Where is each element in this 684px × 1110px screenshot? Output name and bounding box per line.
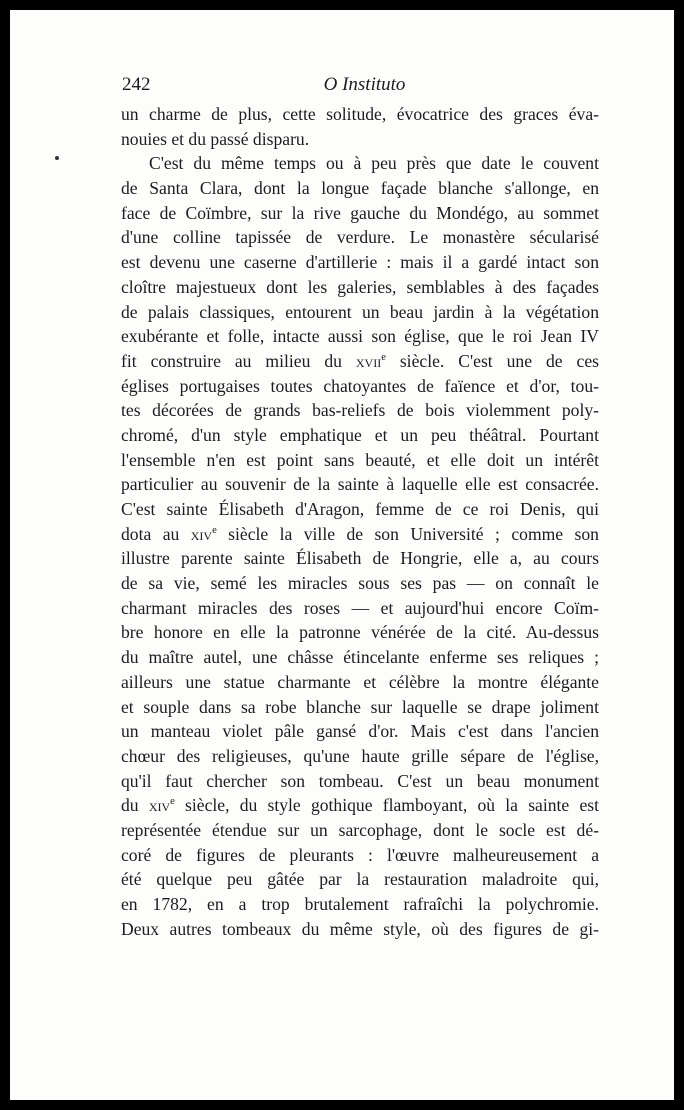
- ordinal-superscript: e: [381, 352, 386, 364]
- text-line: [121, 250, 599, 275]
- text-line-content: chœur des religieuses, qu'une haute grille sépare de l'église,: [121, 745, 599, 766]
- text-fragment: siècle. C'est une de ces: [385, 350, 599, 371]
- text-line-content: cloître majestueux dont les galeries, semblables à des façades: [121, 276, 599, 297]
- text-line-content: ailleurs une statue charmante et célèbre la montre élégante: [121, 671, 599, 692]
- text-fragment: fit construire au milieu du: [121, 350, 356, 371]
- text-fragment: siècle, du style gothique flamboyant, où la sainte est: [174, 795, 599, 816]
- text-line: [121, 497, 599, 522]
- text-line-content: C'est sainte Élisabeth d'Aragon, femme de ce roi Denis, qui: [121, 499, 599, 519]
- text-line-content: tes décorées de grands bas-reliefs de bois violemment poly-: [121, 400, 599, 421]
- text-line: [121, 892, 599, 917]
- text-line-content: églises portugaises toutes chatoyantes de faïence et d'or, tou-: [121, 375, 599, 396]
- text-line: [121, 448, 599, 473]
- text-line-content: de sa vie, semé les miracles sous ses pas — on connaît le: [121, 573, 599, 594]
- text-line: [121, 818, 599, 843]
- text-line: [121, 546, 599, 571]
- text-line-content: bre honore en elle la patronne vénérée de la cité. Au-dessus: [121, 622, 599, 643]
- text-line: [121, 423, 599, 448]
- book-page: [10, 10, 674, 1100]
- text-line-content: qu'il faut chercher son tombeau. C'est un beau monument: [121, 770, 599, 791]
- text-line: [121, 472, 599, 497]
- text-line: [121, 917, 599, 942]
- text-line-content: et souple dans sa robe blanche sur laquelle se drape joliment: [121, 696, 599, 717]
- century-numeral: xiv: [148, 796, 171, 816]
- text-line: [121, 695, 599, 720]
- text-line: [121, 151, 599, 176]
- text-line: [121, 645, 599, 670]
- text-line-content: [121, 795, 599, 815]
- text-line-content: particulier au souvenir de la sainte à laquelle elle est consacrée.: [121, 474, 599, 495]
- text-line-content: un charme de plus, cette solitude, évocatrice des graces éva-: [121, 104, 599, 124]
- text-fragment: du: [121, 795, 149, 816]
- text-line: [121, 225, 599, 250]
- text-line: [121, 744, 599, 769]
- running-title: O Instituto: [323, 74, 406, 95]
- text-line: [121, 620, 599, 645]
- text-line: [121, 769, 599, 794]
- text-line: [121, 670, 599, 695]
- text-line-content: chromé, d'un style emphatique et un peu théâtral. Pourtant: [121, 424, 599, 445]
- text-line-content: est devenu une caserne d'artillerie : mais il a gardé intact son: [121, 252, 599, 273]
- text-line: [121, 201, 599, 226]
- text-line: [121, 719, 599, 744]
- text-line-content: [121, 351, 599, 371]
- body-text: [121, 102, 599, 941]
- text-line-content: Deux autres tombeaux du même style, où des figures de gi-: [121, 918, 599, 939]
- text-line-content: d'une colline tapissée de verdure. Le monastère sécularisé: [121, 227, 599, 248]
- text-line-content: l'ensemble n'en est point sans beauté, et elle doit un intérêt: [121, 449, 599, 470]
- text-line-content: en 1782, en a trop brutalement rafraîchi la polychromie.: [121, 894, 599, 914]
- text-line-content: coré de figures de pleurants : l'œuvre malheureusement a: [121, 844, 599, 865]
- ordinal-superscript: e: [170, 796, 175, 808]
- text-line: [121, 374, 599, 399]
- text-line: [121, 176, 599, 201]
- text-line: [121, 867, 599, 892]
- text-line-content: nouies et du passé disparu.: [121, 128, 310, 149]
- century-numeral: xvii: [355, 351, 382, 371]
- text-line-content: de Santa Clara, dont la longue façade blanche s'allonge, en: [121, 178, 599, 199]
- text-line: [121, 349, 599, 374]
- text-line: [121, 102, 599, 127]
- text-line-content: de palais classiques, entourent un beau jardin à la végétation: [121, 301, 599, 322]
- text-line: [121, 843, 599, 868]
- text-line-content: du maître autel, une châsse étincelante enferme ses reliques ;: [121, 647, 599, 668]
- text-line-content: un manteau violet pâle gansé d'or. Mais c'est dans l'ancien: [121, 721, 599, 742]
- century-numeral: xiv: [190, 524, 213, 544]
- text-line: [121, 522, 599, 547]
- text-line-content: illustre parente sainte Élisabeth de Hongrie, elle a, au cours: [121, 548, 599, 569]
- text-line: [121, 300, 599, 325]
- text-line: [121, 275, 599, 300]
- ordinal-superscript: e: [212, 524, 217, 536]
- page-number: 242: [122, 74, 151, 95]
- text-line-content: représentée étendue sur un sarcophage, dont le socle est dé-: [121, 819, 599, 840]
- text-line-content: charmant miracles des roses — et aujourd'hui encore Coïm-: [121, 597, 599, 618]
- text-fragment: siècle la ville de son Université ; comme son: [216, 523, 599, 544]
- ink-speck: [55, 156, 59, 160]
- text-line-content: exubérante et folle, intacte aussi son église, que le roi Jean IV: [121, 326, 599, 347]
- text-line-content: face de Coïmbre, sur la rive gauche du Mondégo, au sommet: [121, 202, 599, 223]
- text-line: [121, 127, 599, 152]
- page-header: [122, 74, 607, 100]
- text-line-content: C'est du même temps ou à peu près que date le couvent: [149, 153, 599, 174]
- text-line: [121, 398, 599, 423]
- text-line: [121, 324, 599, 349]
- text-line-content: [121, 524, 599, 544]
- text-line: [121, 571, 599, 596]
- text-line: [121, 793, 599, 818]
- text-fragment: dota au: [121, 523, 191, 544]
- text-line: [121, 596, 599, 621]
- text-line-content: été quelque peu gâtée par la restauration maladroite qui,: [121, 869, 599, 890]
